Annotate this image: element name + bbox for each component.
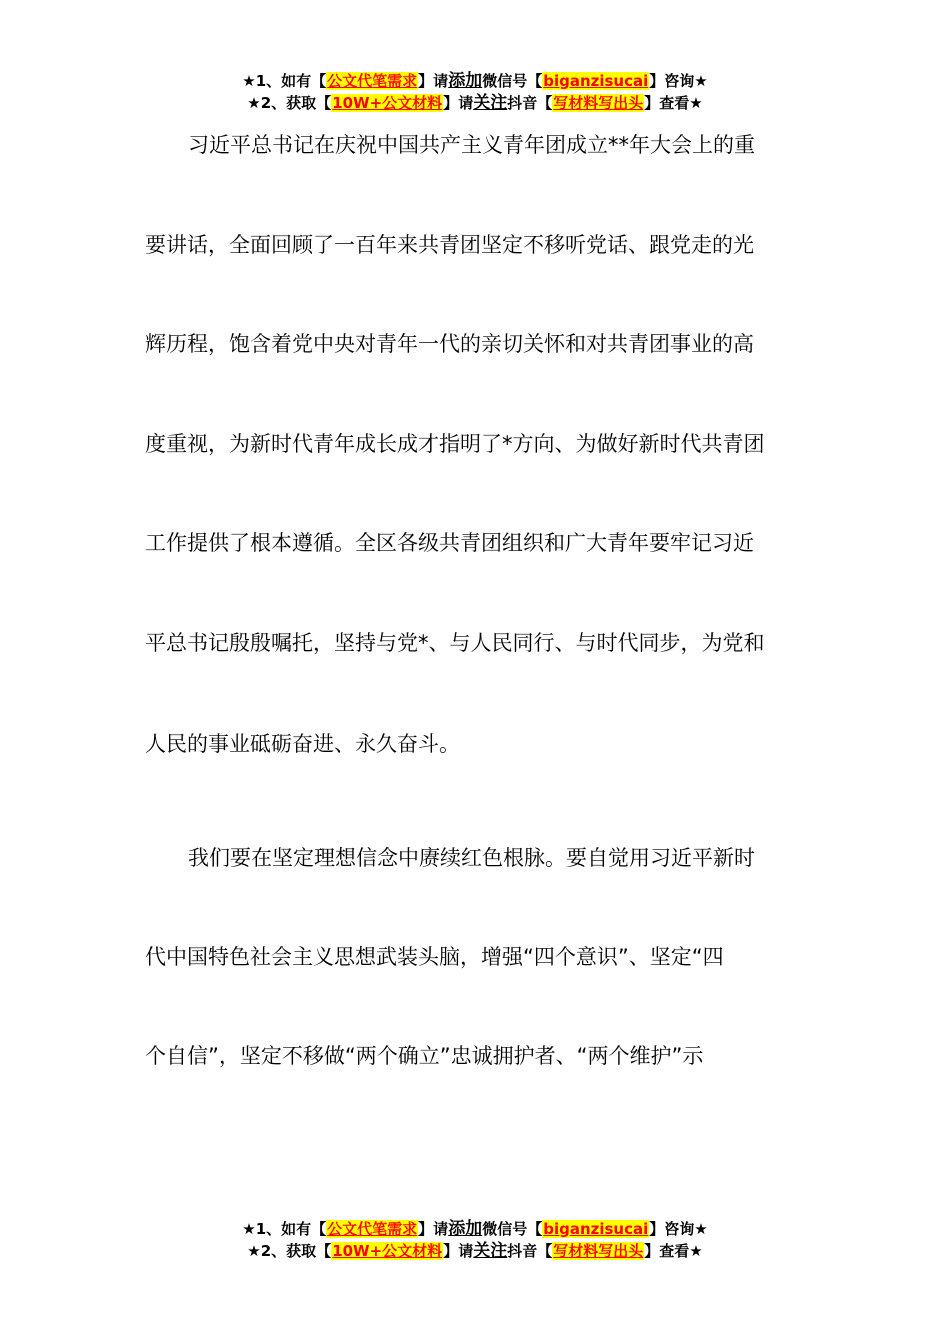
douyin-id-highlight: 写材料写出头 (553, 1242, 644, 1260)
star-icon: ★ (242, 1220, 256, 1238)
wechat-id-highlight: biganzisucai (543, 72, 649, 90)
star-icon: ★ (242, 72, 256, 90)
footer-banner (0, 1218, 950, 1262)
paragraph-line: 个自信”，坚定不移做“两个确立”忠诚拥护者、“两个维护”示 (145, 1044, 704, 1068)
wechat-id-highlight: biganzisucai (543, 1220, 649, 1238)
paragraph-line: 辉历程，饱含着党中央对青年一代的亲切关怀和对共青团事业的高 (145, 332, 754, 356)
header-banner (0, 70, 950, 114)
paragraph-line: 工作提供了根本遵循。全区各级共青团组织和广大青年要牢记习近 (145, 531, 754, 555)
paragraph-line: 代中国特色社会主义思想武装头脑，增强“四个意识”、坚定“四 (145, 945, 724, 969)
footer-banner-line-2: ★2、获取【10W+公文材料】请关注抖音【写材料写出头】查看★ (247, 1241, 703, 1261)
follow-emphasis: 关注 (473, 1241, 508, 1261)
paragraph-line: 习近平总书记在庆祝中国共产主义青年团成立**年大会上的重 (188, 133, 755, 157)
service-highlight: 公文代笔需求 (327, 1220, 418, 1238)
header-banner-line-1: ★1、如有【公文代笔需求】请添加微信号【biganzisucai】咨询★ (242, 71, 708, 91)
paragraph-line: 人民的事业砥砺奋进、永久奋斗。 (145, 732, 460, 756)
follow-emphasis: 关注 (473, 93, 508, 113)
paragraph-line: 度重视，为新时代青年成长成才指明了*方向、为做好新时代共青团 (145, 432, 765, 456)
footer-banner-line-1: ★1、如有【公文代笔需求】请添加微信号【biganzisucai】咨询★ (242, 1219, 708, 1239)
douyin-id-highlight: 写材料写出头 (553, 94, 644, 112)
add-emphasis: 添加 (448, 1219, 483, 1239)
service-highlight: 公文代笔需求 (327, 72, 418, 90)
star-icon: ★ (247, 1242, 261, 1260)
header-banner-line-2: ★2、获取【10W+公文材料】请关注抖音【写材料写出头】查看★ (247, 93, 703, 113)
star-icon: ★ (247, 94, 261, 112)
materials-highlight: 10W+公文材料 (332, 1242, 443, 1260)
paragraph-line: 我们要在坚定理想信念中赓续红色根脉。要自觉用习近平新时 (188, 846, 755, 870)
paragraph-line: 平总书记殷殷嘱托，坚持与党*、与人民同行、与时代同步，为党和 (145, 631, 765, 655)
paragraph-line: 要讲话，全面回顾了一百年来共青团坚定不移听党话、跟党走的光 (145, 233, 754, 257)
add-emphasis: 添加 (448, 71, 483, 91)
materials-highlight: 10W+公文材料 (332, 94, 443, 112)
